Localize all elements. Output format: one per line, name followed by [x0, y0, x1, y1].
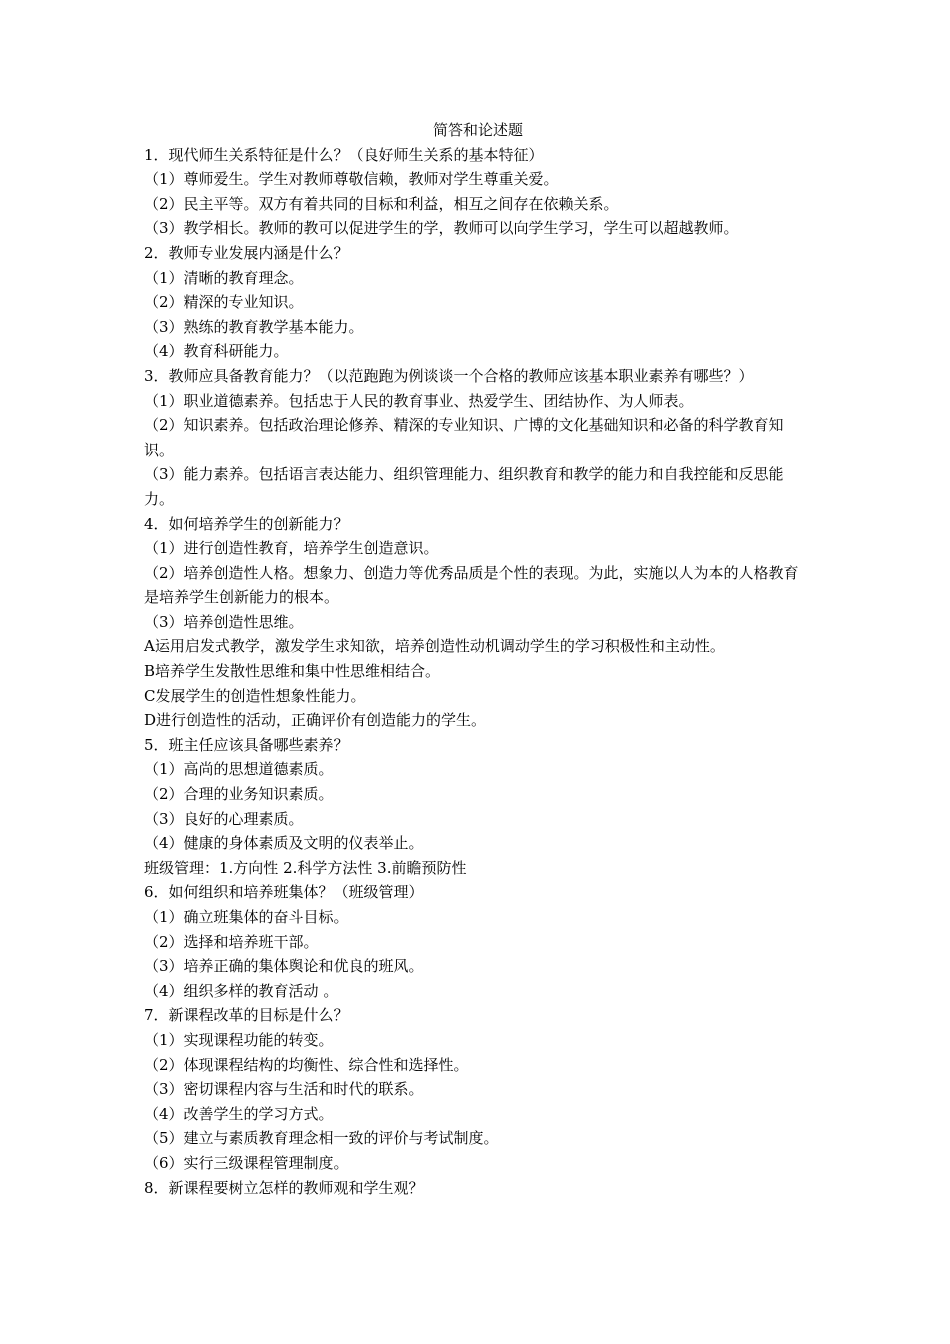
answer-line: （3）培养创造性思维。	[144, 612, 304, 631]
question-1: 1．现代师生关系特征是什么？（良好师生关系的基本特征）	[144, 145, 544, 164]
document-body	[144, 143, 812, 1201]
document-page	[144, 118, 812, 1200]
answer-line: （2）选择和培养班干部。	[144, 932, 319, 951]
answer-line: （2）合理的业务知识素质。	[144, 785, 334, 804]
answer-line: （3）密切课程内容与生活和时代的联系。	[144, 1080, 424, 1099]
answer-line: （2）精深的专业知识。	[144, 293, 304, 312]
answer-line: （2）知识素养。包括政治理论修养、精深的专业知识、广博的文化基础知识和必备的科学教育知识。	[144, 416, 784, 459]
answer-line: （1）职业道德素养。包括忠于人民的教育事业、热爱学生、团结协作、为人师表。	[144, 391, 694, 410]
answer-subpoint: D进行创造性的活动，正确评价有创造能力的学生。	[144, 711, 487, 730]
answer-subpoint: C发展学生的创造性想象性能力。	[144, 686, 366, 705]
answer-line: （4）组织多样的教育活动 。	[144, 981, 339, 1000]
answer-line: （3）教学相长。教师的教可以促进学生的学，教师可以向学生学习，学生可以超越教师。	[144, 219, 739, 238]
question-7: 7．新课程改革的目标是什么？	[144, 1006, 349, 1025]
document-title: 简答和论述题	[432, 121, 523, 139]
answer-line: （1）实现课程功能的转变。	[144, 1030, 334, 1049]
answer-line: （3）熟练的教育教学基本能力。	[144, 317, 364, 336]
question-3: 3．教师应具备教育能力？（以范跑跑为例谈谈一个合格的教师应该基本职业素养有哪些？）	[144, 366, 754, 385]
answer-line: （3）良好的心理素质。	[144, 809, 304, 828]
answer-line: （2）培养创造性人格。想象力、创造力等优秀品质是个性的表现。为此，实施以人为本的人格教育是培养学生创新能力的根本。	[144, 563, 799, 607]
answer-line: （1）清晰的教育理念。	[144, 268, 304, 287]
answer-line: （6）实行三级课程管理制度。	[144, 1153, 349, 1172]
question-2: 2．教师专业发展内涵是什么？	[144, 243, 349, 262]
answer-line: （2）体现课程结构的均衡性、综合性和选择性。	[144, 1055, 469, 1074]
answer-line: （3）培养正确的集体舆论和优良的班风。	[144, 957, 424, 976]
answer-line: （4）教育科研能力。	[144, 342, 289, 361]
answer-line: （5）建立与素质教育理念相一致的评价与考试制度。	[144, 1129, 499, 1148]
answer-line: （4）改善学生的学习方式。	[144, 1104, 334, 1123]
answer-line: （1）确立班集体的奋斗目标。	[144, 908, 349, 926]
answer-line: （3）能力素养。包括语言表达能力、组织管理能力、组织教育和教学的能力和自我控能和反思能力。	[144, 465, 784, 508]
question-6: 6．如何组织和培养班集体？（班级管理）	[144, 883, 424, 902]
answer-subpoint: A运用启发式教学，激发学生求知欲，培养创造性动机调动学生的学习积极性和主动性。	[144, 637, 725, 656]
answer-line: （1）尊师爱生。学生对教师尊敬信赖，教师对学生尊重关爱。	[144, 170, 559, 189]
answer-line: （1）高尚的思想道德素质。	[144, 760, 334, 779]
question-5: 5．班主任应该具备哪些素养？	[144, 735, 349, 754]
question-8: 8．新课程要树立怎样的教师观和学生观？	[144, 1178, 424, 1197]
answer-line: （2）民主平等。双方有着共同的目标和利益，相互之间存在依赖关系。	[144, 194, 619, 213]
answer-line: （4）健康的身体素质及文明的仪表举止。	[144, 834, 424, 853]
answer-subpoint: B培养学生发散性思维和集中性思维相结合。	[144, 662, 441, 681]
answer-line: （1）进行创造性教育，培养学生创造意识。	[144, 539, 439, 558]
question-4: 4．如何培养学生的创新能力？	[144, 514, 349, 533]
note-line: 班级管理：1.方向性 2.科学方法性 3.前瞻预防性	[144, 858, 467, 877]
